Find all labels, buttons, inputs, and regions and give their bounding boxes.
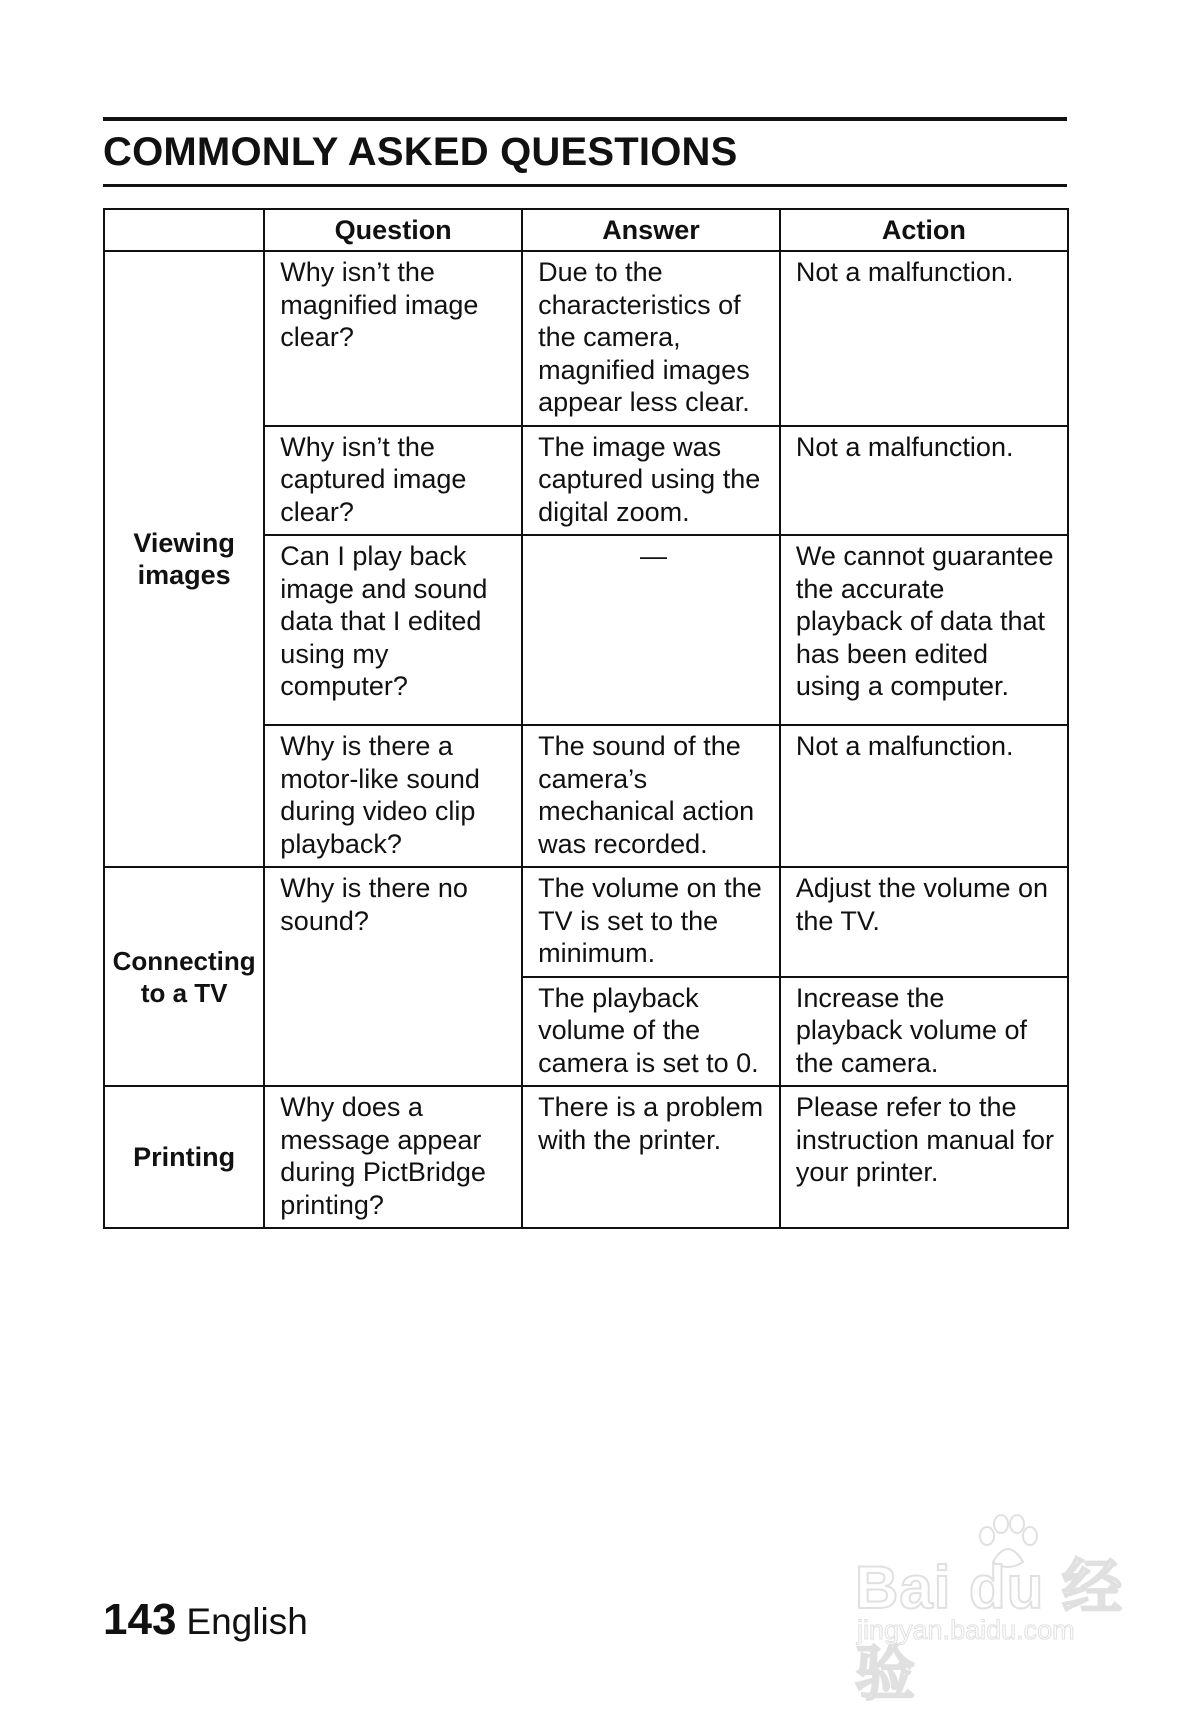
watermark-url: jingyan.baidu.com (857, 1615, 1075, 1645)
table-header-row (104, 209, 1068, 251)
answer-cell: — (522, 535, 780, 725)
answer-cell: The volume on the TV is set to the minimum. (522, 867, 780, 977)
action-cell: Please refer to the instruction manual for your printer. (780, 1086, 1068, 1228)
header-question: Question (264, 209, 522, 251)
page-language: English (186, 1601, 308, 1642)
answer-cell: The playback volume of the camera is set to 0. (522, 977, 780, 1087)
category-viewing-images: Viewing images (104, 251, 264, 867)
question-cell: Why isn’t the captured image clear? (264, 426, 522, 536)
header-action: Action (780, 209, 1068, 251)
question-cell: Why isn’t the magnified image clear? (264, 251, 522, 426)
action-cell: Not a malfunction. (780, 725, 1068, 867)
page-footer (103, 1592, 308, 1658)
action-cell: Increase the playback volume of the camera. (780, 977, 1068, 1087)
baidu-watermark (855, 1518, 1145, 1707)
page-number: 143 (103, 1595, 177, 1644)
question-cell: Why does a message appear during PictBridge printing? (264, 1086, 522, 1228)
action-cell: Not a malfunction. (780, 426, 1068, 536)
category-connecting-tv: Connecting to a TV (104, 867, 264, 1086)
question-cell: Why is there no sound? (264, 867, 522, 1086)
table-row (104, 1086, 1068, 1228)
answer-cell: The image was captured using the digital zoom. (522, 426, 780, 536)
answer-cell: There is a problem with the printer. (522, 1086, 780, 1228)
answer-cell: Due to the characteristics of the camera, magnified images appear less clear. (522, 251, 780, 426)
page-title: COMMONLY ASKED QUESTIONS (103, 130, 738, 174)
action-cell: Not a malfunction. (780, 251, 1068, 426)
table-row (104, 251, 1068, 426)
header-answer: Answer (522, 209, 780, 251)
table-row (104, 867, 1068, 977)
watermark-logo: Bai du 经验 (855, 1554, 1124, 1707)
category-printing: Printing (104, 1086, 264, 1228)
action-cell: Adjust the volume on the TV. (780, 867, 1068, 977)
header-category (104, 209, 264, 251)
faq-table (103, 208, 1069, 1229)
question-cell: Why is there a motor-like sound during video clip playback? (264, 725, 522, 867)
question-cell: Can I play back image and sound data that I edited using my computer? (264, 535, 522, 725)
title-bottom-rule (103, 184, 1067, 187)
action-cell: We cannot guarantee the accurate playback of data that has been edited using a computer. (780, 535, 1068, 725)
answer-cell: The sound of the camera’s mechanical action was recorded. (522, 725, 780, 867)
title-top-rule (103, 117, 1067, 121)
